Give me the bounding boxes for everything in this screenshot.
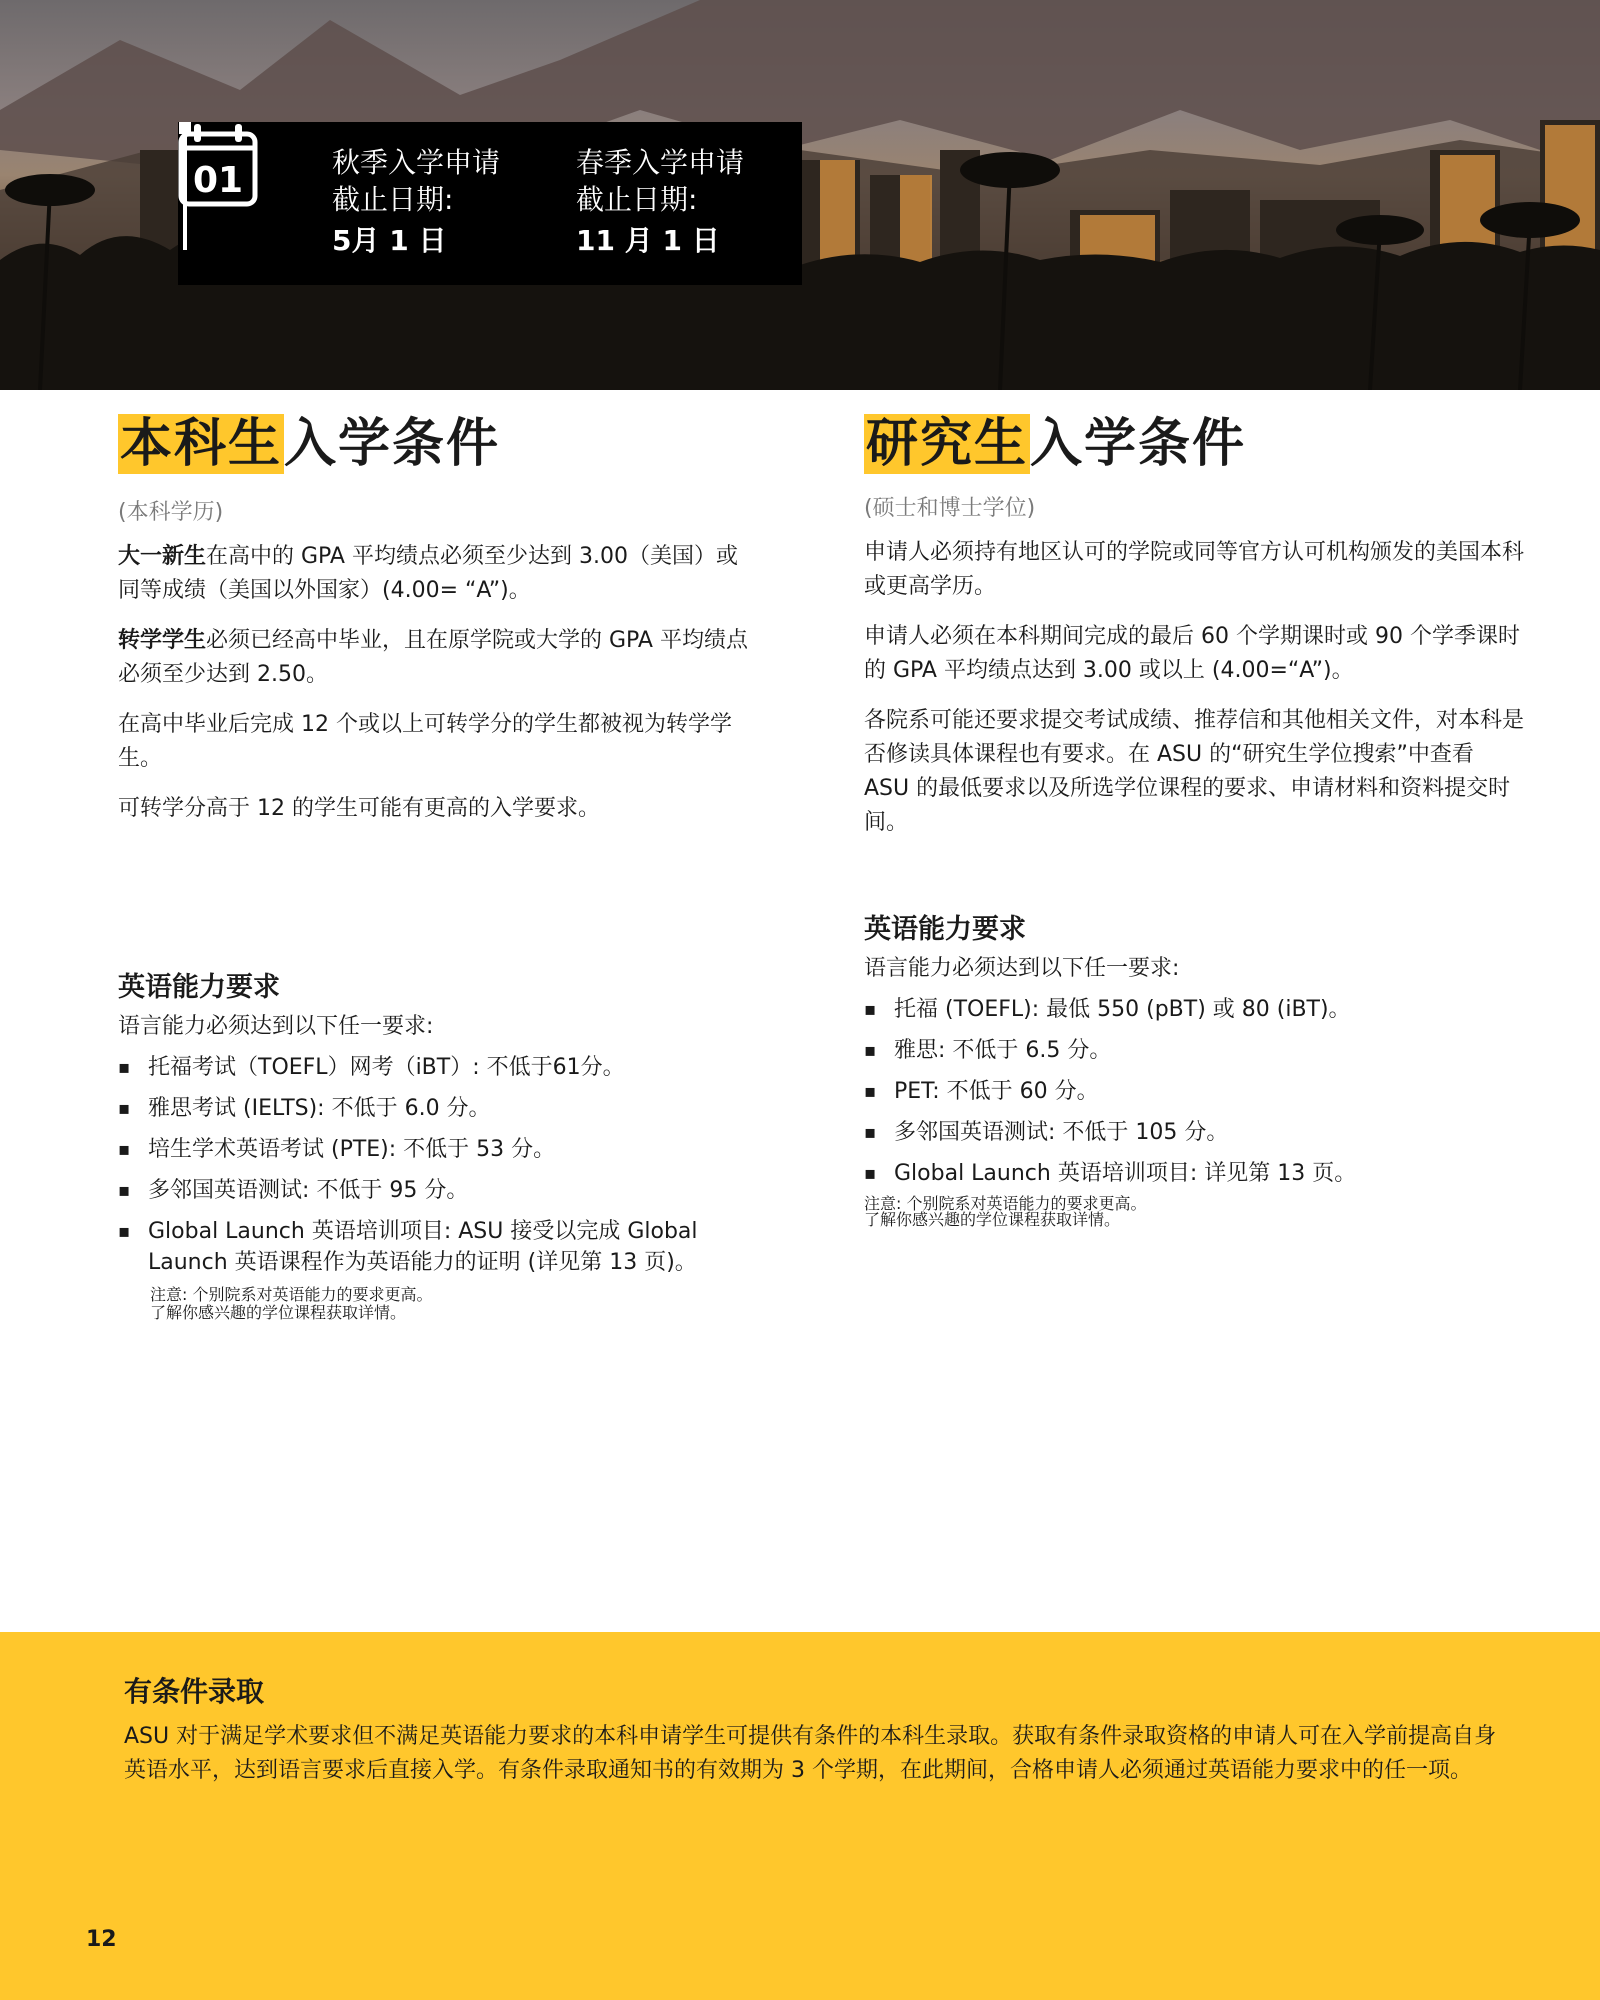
graduate-degree-paragraph: 申请人必须持有地区认可的学院或同等官方认可机构颁发的美国本科或更高学历。 [864, 540, 1525, 599]
fall-deadline [332, 144, 500, 259]
spring-label-line2: 截止日期: [576, 183, 698, 216]
list-item: ▪ PET: 不低于 60 分。 [864, 1076, 1524, 1107]
undergrad-title-highlight: 本科生 [120, 414, 283, 474]
graduate-english-list [864, 994, 1524, 1189]
undergrad-note-2: 了解你感兴趣的学位课程获取详情。 [150, 1303, 407, 1322]
spring-label-line1: 春季入学申请 [576, 146, 745, 179]
conditional-admission-title: 有条件录取 [124, 1675, 265, 1708]
undergrad-english-heading: 英语能力要求 [118, 972, 280, 1003]
graduate-english-intro: 语言能力必须达到以下任一要求: [864, 956, 1180, 981]
graduate-note-2: 了解你感兴趣的学位课程获取详情。 [864, 1210, 1121, 1229]
freshman-label: 大一新生 [118, 544, 207, 569]
undergrad-english-intro: 语言能力必须达到以下任一要求: [118, 1014, 434, 1039]
spring-deadline [576, 144, 744, 259]
page-number: 12 [86, 1927, 117, 1952]
freshman-paragraph [118, 540, 758, 608]
transfer-paragraph [118, 624, 758, 692]
fall-date: 5月 1 日 [332, 224, 447, 257]
fall-label-line1: 秋季入学申请 [332, 146, 501, 179]
freshman-text: 在高中的 GPA 平均绩点必须至少达到 3.00（美国）或同等成绩（美国以外国家）(4.00= “A”)。 [118, 544, 738, 603]
deadline-box [178, 122, 802, 285]
transfer-credits-note: 可转学分高于 12 的学生可能有更高的入学要求。 [118, 796, 600, 821]
list-item: ▪ 雅思考试 (IELTS): 不低于 6.0 分。 [118, 1093, 758, 1124]
calendar-number: 01 [192, 160, 244, 201]
fall-label-line2: 截止日期: [332, 183, 454, 216]
graduate-english-block [864, 912, 1524, 1231]
list-item: ▪ 托福考试（TOEFL）网考（iBT）: 不低于61分。 [118, 1052, 758, 1083]
list-item: ▪ 多邻国英语测试: 不低于 105 分。 [864, 1117, 1524, 1148]
timeline-pin-icon [178, 122, 192, 250]
undergrad-note-1: 注意: 个别院系对英语能力的要求更高。 [150, 1285, 433, 1304]
graduate-subtitle: (硕士和博士学位) [864, 496, 1036, 521]
transfer-label: 转学学生 [118, 628, 207, 653]
list-item: ▪ 托福 (TOEFL): 最低 550 (pBT) 或 80 (iBT)。 [864, 994, 1524, 1025]
graduate-title-rest: 入学条件 [1030, 414, 1247, 474]
graduate-gpa-paragraph: 申请人必须在本科期间完成的最后 60 个学期课时或 90 个学季课时的 GPA 平均绩点达到 3.00 或以上 (4.00=“A”)。 [864, 624, 1520, 683]
conditional-admission-text: ASU 对于满足学术要求但不满足英语能力要求的本科申请学生可提供有条件的本科生录取。获取有条件录取资格的申请人可在入学前提高自身英语水平，达到语言要求后直接入学。有条件录取通知书的有效期为 3 个学期，在此期间，合格申请人必须通过英语能力要求中的任一项。 [124, 1724, 1497, 1783]
graduate-departments-paragraph: 各院系可能还要求提交考试成绩、推荐信和其他相关文件，对本科是否修读具体课程也有要求。在 ASU 的“研究生学位搜索”中查看 ASU 的最低要求以及所选学位课程的要求、申请材料和资料提交时间。 [864, 708, 1525, 835]
list-item: ▪ 雅思: 不低于 6.5 分。 [864, 1035, 1524, 1066]
spring-date: 11 月 1 日 [576, 224, 720, 257]
graduate-english-heading: 英语能力要求 [864, 914, 1026, 945]
graduate-section [864, 412, 1525, 1229]
graduate-note-1: 注意: 个别院系对英语能力的要求更高。 [864, 1194, 1147, 1213]
graduate-title-highlight: 研究生 [866, 414, 1029, 474]
undergrad-subtitle: (本科学历) [118, 500, 224, 525]
list-item: ▪ Global Launch 英语培训项目: ASU 接受以完成 Global Launch 英语课程作为英语能力的证明 (详见第 13 页)。 [118, 1216, 758, 1278]
undergrad-title-rest: 入学条件 [284, 414, 501, 474]
conditional-admission-band [0, 1632, 1600, 2000]
transfer-definition: 在高中毕业后完成 12 个或以上可转学分的学生都被视为转学学生。 [118, 712, 732, 771]
list-item: ▪ 培生学术英语考试 (PTE): 不低于 53 分。 [118, 1134, 758, 1165]
graduate-title [864, 412, 1524, 478]
list-item: ▪ Global Launch 英语培训项目: 详见第 13 页。 [864, 1158, 1524, 1189]
hero-photo [0, 0, 1600, 390]
undergrad-english-list [118, 1052, 758, 1278]
list-item: ▪ 多邻国英语测试: 不低于 95 分。 [118, 1175, 758, 1206]
undergrad-english-block [118, 970, 758, 1324]
undergrad-title [118, 412, 758, 478]
transfer-text: 必须已经高中毕业，且在原学院或大学的 GPA 平均绩点必须至少达到 2.50。 [118, 628, 748, 687]
undergrad-section [118, 412, 758, 1322]
